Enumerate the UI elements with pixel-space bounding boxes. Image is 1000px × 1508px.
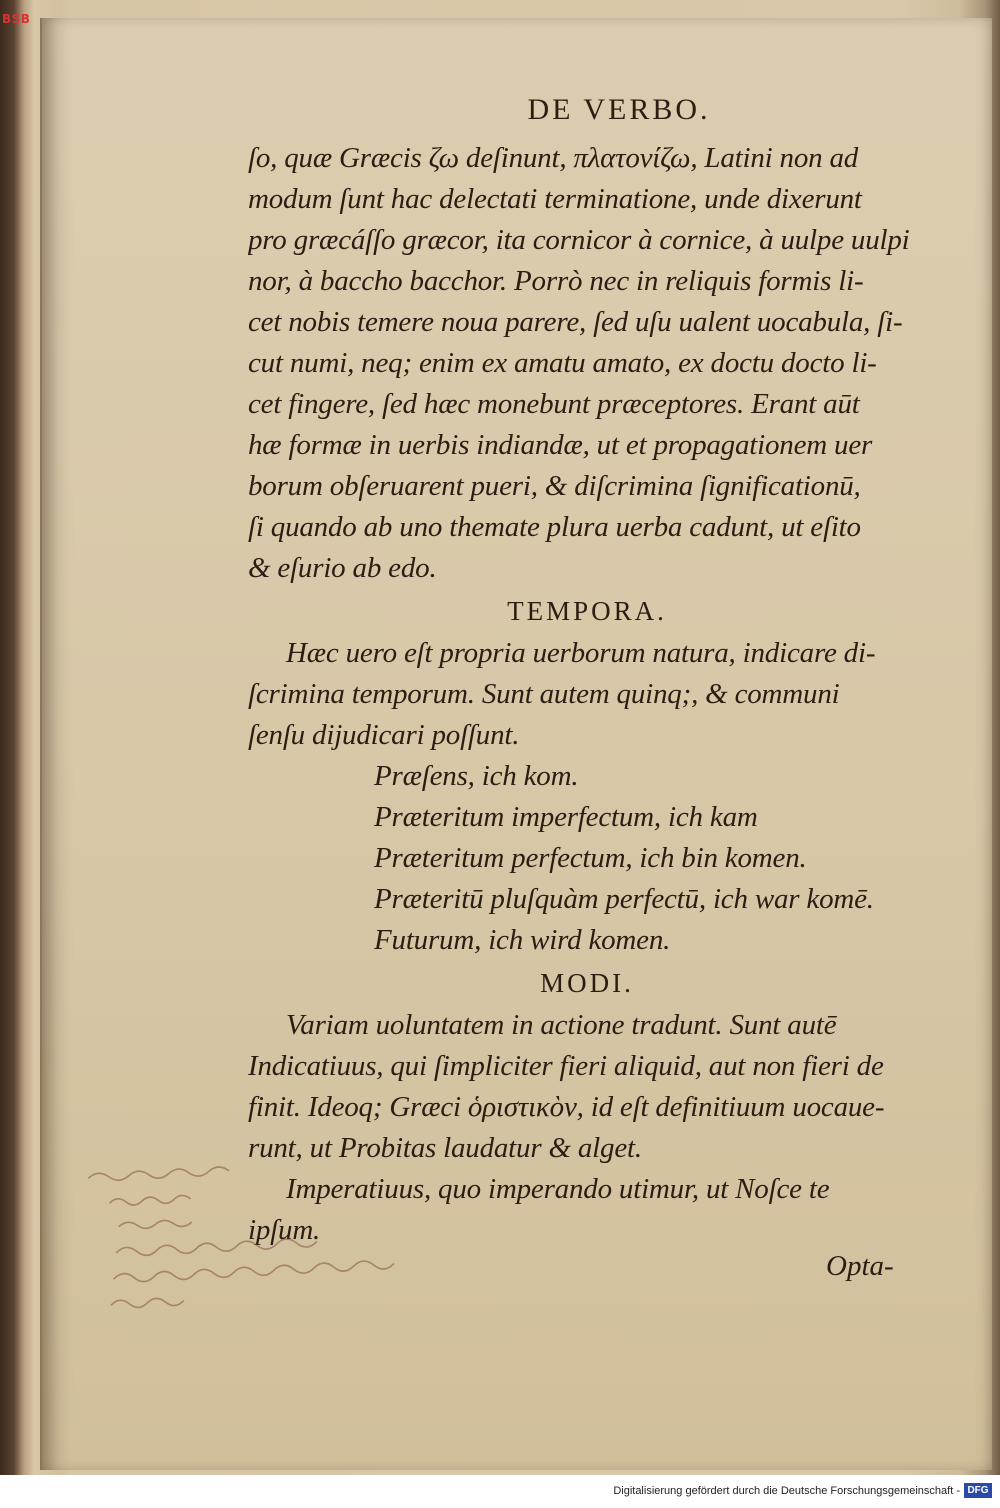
tense-item: Præſens, ich kom. xyxy=(374,760,579,792)
page-text xyxy=(248,82,926,1251)
text-line: cet fingere, ſed hæc monebunt præceptores. Erant aūt xyxy=(248,388,860,420)
text-line: Imperatiuus, quo imperando utimur, ut Noſce te xyxy=(286,1173,830,1205)
heading-modi: MODI. xyxy=(540,968,634,998)
paragraph-3 xyxy=(248,1005,926,1169)
footer-credit: Digitalisierung gefördert durch die Deutsche Forschungsgemeinschaft - xyxy=(613,1485,960,1497)
text-line: Indicatiuus, qui ſimpliciter fieri aliquid, aut non fieri de xyxy=(248,1050,884,1082)
text-line: cet nobis temere noua parere, ſed uſu ualent uocabula, ſi- xyxy=(248,306,903,338)
text-line: runt, ut Probitas laudatur & alget. xyxy=(248,1132,642,1164)
dfg-logo: DFG xyxy=(964,1483,992,1498)
paragraph-1 xyxy=(248,138,926,589)
text-line: ſcrimina temporum. Sunt autem quinq;, & communi xyxy=(248,678,840,710)
bsb-watermark: BSB xyxy=(2,12,31,26)
text-line: modum ſunt hac delectati terminatione, unde dixerunt xyxy=(248,183,862,215)
tense-item: Futurum, ich wird komen. xyxy=(374,924,671,956)
text-line: pro græcáſſo græcor, ita cornicor à cornice, à uulpe uulpi xyxy=(248,224,910,256)
running-head: DE VERBO. xyxy=(527,93,711,126)
text-line: hæ formæ in uerbis indiandæ, ut et propagationem uer xyxy=(248,429,873,461)
tense-item: Præteritum perfectum, ich bin komen. xyxy=(374,842,807,874)
text-line: Hæc uero eſt propria uerborum natura, indicare di- xyxy=(286,637,876,669)
text-line: & eſurio ab edo. xyxy=(248,552,437,584)
text-line: ſo, quæ Græcis ζω deſinunt, πλατονίζω, Latini non ad xyxy=(248,142,859,174)
catchword: Opta- xyxy=(826,1250,894,1282)
tense-list xyxy=(248,756,926,961)
footer-bar xyxy=(0,1475,1000,1508)
text-line: ſi quando ab uno themate plura uerba cadunt, ut eſito xyxy=(248,511,861,543)
text-line: ſenſu dijudicari poſſunt. xyxy=(248,719,520,751)
text-line: ipſum. xyxy=(248,1214,321,1246)
tense-item: Præteritū pluſquàm perfectū, ich war komē. xyxy=(374,883,874,915)
handwritten-margin-notes xyxy=(84,1146,472,1324)
heading-tempora: TEMPORA. xyxy=(507,596,667,626)
handwriting-scribble xyxy=(84,1147,461,1316)
text-line: cut numi, neq; enim ex amatu amato, ex doctu docto li- xyxy=(248,347,877,379)
text-line: nor, à baccho bacchor. Porrò nec in reliquis formis li- xyxy=(248,265,864,297)
text-line: borum obſeruarent pueri, & diſcrimina ſignificationū, xyxy=(248,470,861,502)
text-line: Variam uoluntatem in actione tradunt. Sunt autē xyxy=(286,1009,837,1041)
paragraph-2 xyxy=(248,633,926,756)
text-line: finit. Ideoq; Græci ὁριστικὸν, id eſt definitiuum uocaue- xyxy=(248,1091,885,1123)
tense-item: Præteritum imperfectum, ich kam xyxy=(374,801,758,833)
